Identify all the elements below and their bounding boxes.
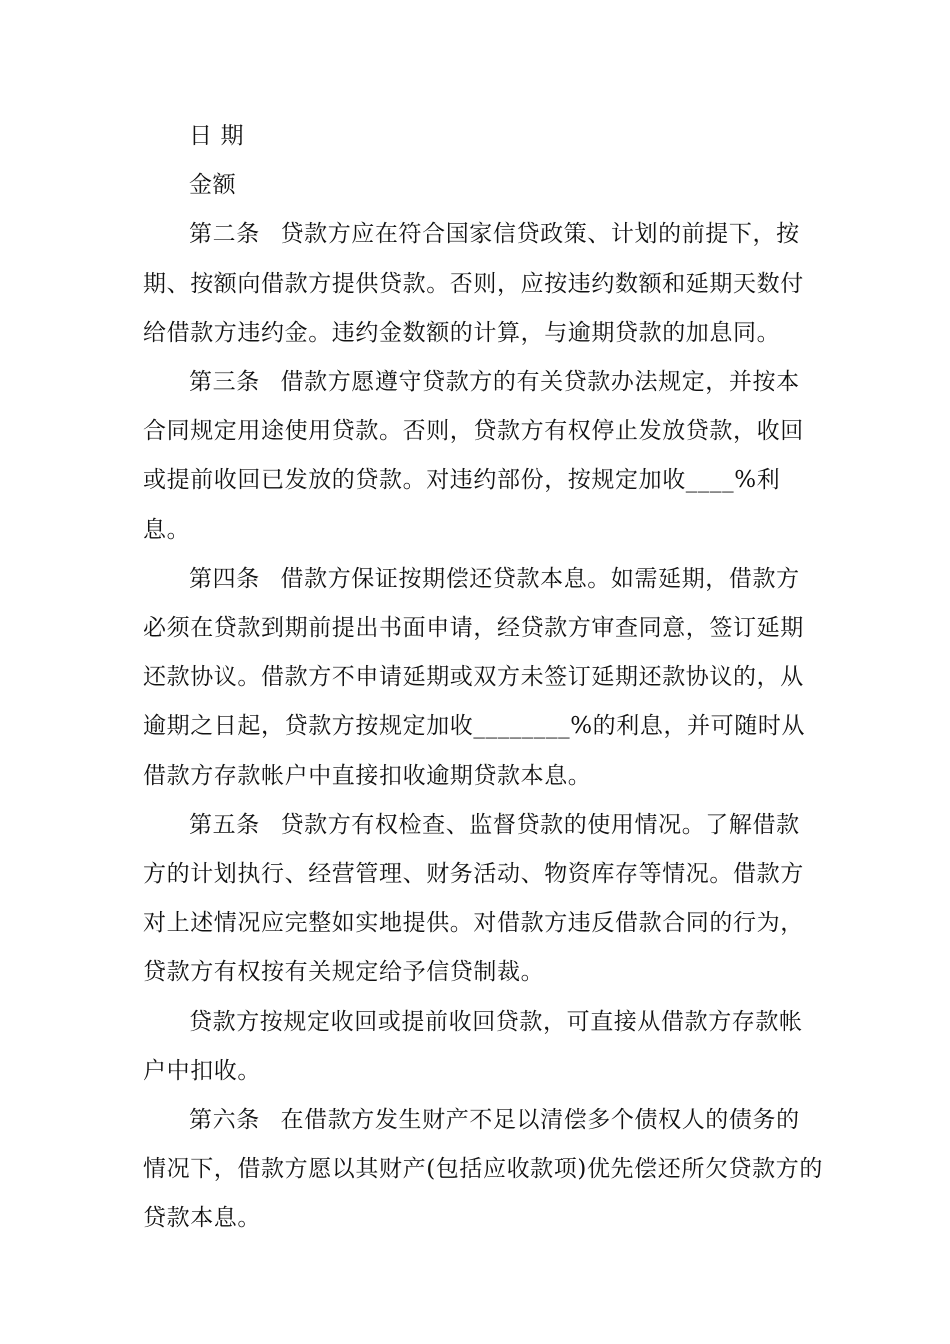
- date-line: [143, 112, 823, 161]
- paragraph-text: 借款方保证按期偿还贷款本息。如需延期，借款方必须在贷款到期前提出书面申请，经贷款方审查同意，签订延期还款协议。借款方不申请延期或双方未签订延期还款协议的，从逾期之日起，贷款方按规定加收________%的利息，并可随时从借款方存款帐户中直接扣收逾期贷款本息。: [143, 565, 806, 789]
- paragraph-text: 日 期: [189, 123, 245, 149]
- paragraph-text: 贷款方按规定收回或提前收回贷款，可直接从借款方存款帐户中扣收。: [143, 1008, 803, 1084]
- article-number: 第四条: [189, 565, 260, 592]
- paragraph-text: 金额: [189, 172, 237, 199]
- article-2: [143, 210, 823, 358]
- amount-line: [143, 161, 823, 210]
- article-number: 第六条: [189, 1107, 260, 1134]
- article-3: [143, 358, 823, 555]
- article-5-continuation: [143, 998, 823, 1096]
- article-number: 第二条: [189, 221, 260, 248]
- article-number: 第五条: [189, 811, 260, 838]
- document-page: [143, 112, 823, 1244]
- article-5: [143, 801, 823, 998]
- article-4: [143, 555, 823, 801]
- paragraph-text: 贷款方有权检查、监督贷款的使用情况。了解借款方的计划执行、经营管理、财务活动、物资库存等情况。借款方对上述情况应完整如实地提供。对借款方违反借款合同的行为，贷款方有权按有关规定给予信贷制裁。: [143, 811, 804, 986]
- article-6: [143, 1096, 823, 1244]
- paragraph-text: 贷款方应在符合国家信贷政策、计划的前提下，按期、按额向借款方提供贷款。否则，应按违约数额和延期天数付给借款方违约金。违约金数额的计算，与逾期贷款的加息同。: [143, 221, 804, 346]
- paragraph-text: 借款方愿遵守贷款方的有关贷款办法规定，并按本合同规定用途使用贷款。否则，贷款方有权停止发放贷款，收回或提前收回已发放的贷款。对违约部份，按规定加收____%利息。: [143, 369, 804, 543]
- article-number: 第三条: [189, 369, 260, 396]
- paragraph-text: 在借款方发生财产不足以清偿多个债权人的债务的情况下，借款方愿以其财产(包括应收款项)优先偿还所欠贷款方的贷款本息。: [143, 1107, 823, 1232]
